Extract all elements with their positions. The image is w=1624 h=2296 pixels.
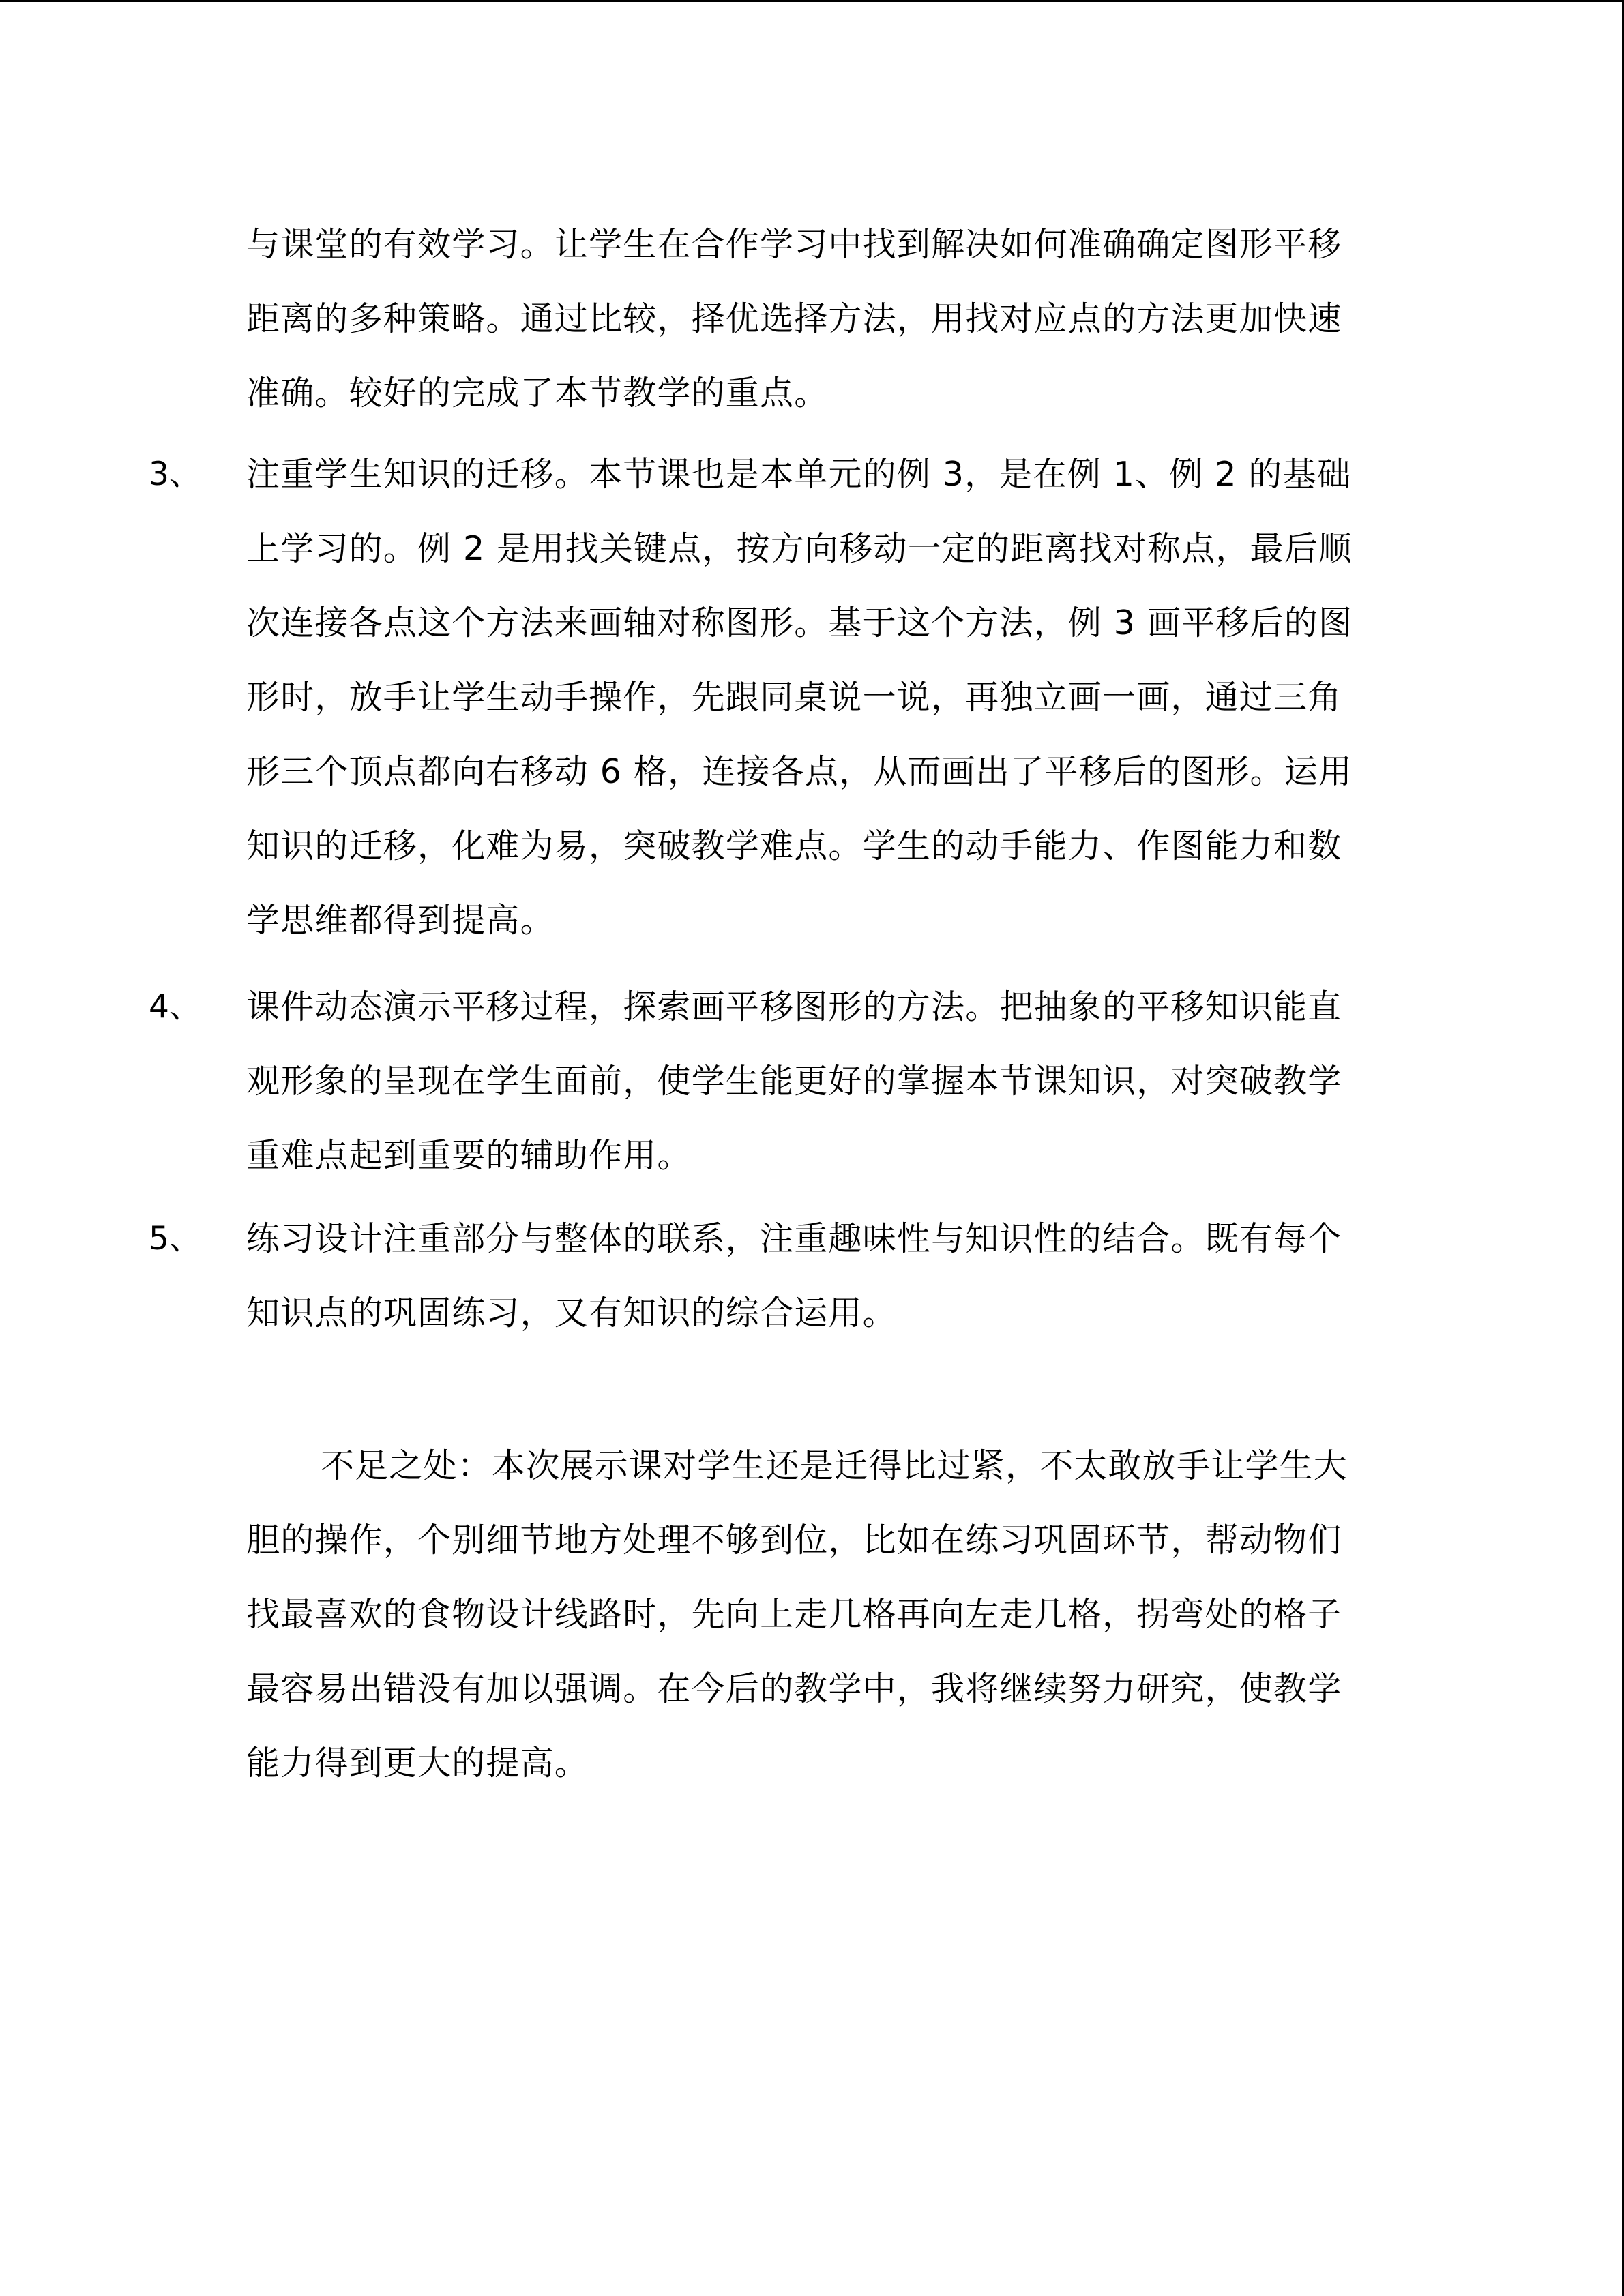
list-item-5-line-2: 知识点的巩固练习，又有知识的综合运用。 [246, 1294, 897, 1332]
list-item-3-line-7: 学思维都得到提高。 [246, 901, 555, 940]
list-item-3-number: 3、 [149, 456, 201, 493]
list-item-4-line-3: 重难点起到重要的辅助作用。 [246, 1136, 692, 1175]
list-item-4-line-2: 观形象的呈现在学生面前，使学生能更好的掌握本节课知识，对突破教学 [246, 1062, 1342, 1101]
intro-line-2: 距离的多种策略。通过比较，择优选择方法，用找对应点的方法更加快速 [246, 299, 1342, 338]
shortcomings-line-1: 不足之处：本次展示课对学生还是迁得比过紧，不太敢放手让学生大 [321, 1446, 1348, 1485]
list-item-5-number: 5、 [149, 1220, 201, 1257]
list-item-4-number: 4、 [149, 988, 201, 1026]
list-item-3-line-4: 形时，放手让学生动手操作，先跟同桌说一说，再独立画一画，通过三角 [246, 678, 1342, 717]
shortcomings-line-2: 胆的操作，个别细节地方处理不够到位，比如在练习巩固环节，帮动物们 [246, 1521, 1342, 1560]
list-item-4-line-1: 课件动态演示平移过程，探索画平移图形的方法。把抽象的平移知识能直 [246, 987, 1342, 1026]
shortcomings-line-3: 找最喜欢的食物设计线路时，先向上走几格再向左走几格，拐弯处的格子 [246, 1595, 1342, 1634]
shortcomings-line-5: 能力得到更大的提高。 [246, 1744, 589, 1783]
list-item-3-line-3: 次连接各点这个方法来画轴对称图形。基于这个方法，例 3 画平移后的图 [246, 603, 1353, 642]
intro-line-1: 与课堂的有效学习。让学生在合作学习中找到解决如何准确确定图形平移 [246, 225, 1342, 264]
shortcomings-line-4: 最容易出错没有加以强调。在今后的教学中，我将继续努力研究，使教学 [246, 1669, 1342, 1708]
list-item-3-line-2: 上学习的。例 2 是用找关键点，按方向移动一定的距离找对称点，最后顺 [246, 529, 1353, 568]
list-item-3-line-5: 形三个顶点都向右移动 6 格，连接各点，从而画出了平移后的图形。运用 [246, 752, 1353, 791]
list-item-3-line-6: 知识的迁移，化难为易，突破教学难点。学生的动手能力、作图能力和数 [246, 826, 1342, 865]
list-item-3-line-1: 注重学生知识的迁移。本节课也是本单元的例 3，是在例 1、例 2 的基础 [246, 455, 1352, 494]
intro-line-3: 准确。较好的完成了本节教学的重点。 [246, 374, 829, 413]
list-item-5-line-1: 练习设计注重部分与整体的联系，注重趣味性与知识性的结合。既有每个 [246, 1219, 1342, 1258]
